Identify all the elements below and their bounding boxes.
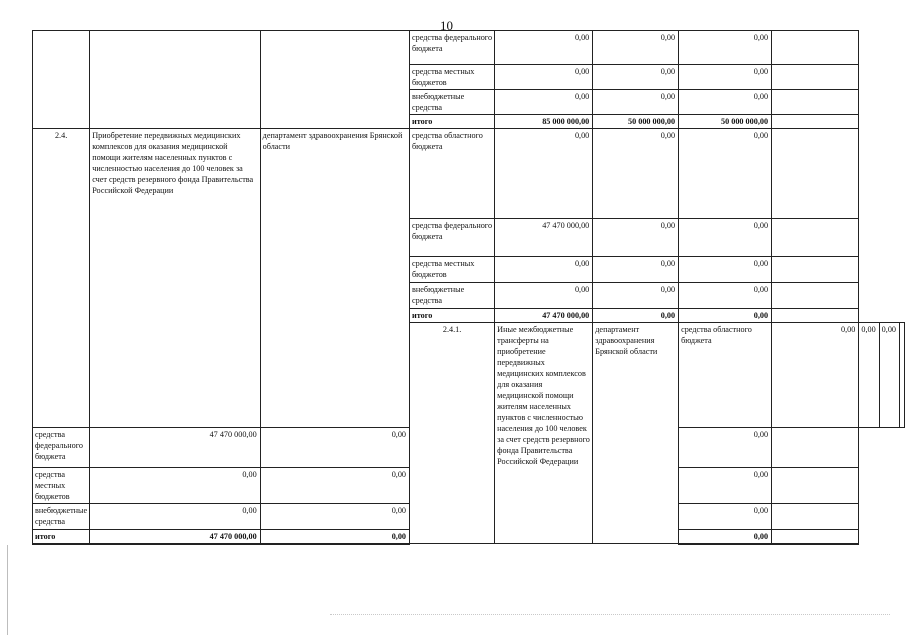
budget-table bbox=[32, 30, 905, 545]
measure-name-cell: Иные межбюджетные трансферты на приобретение передвижных медицинских комплексов для оказания медицинской помощи жителям населенных пунктов с численностью населения до 100 человек за счет средств резервного фонда Правительства Российской Федерации bbox=[495, 322, 593, 544]
executor-cell bbox=[260, 30, 409, 128]
funding-source-cell: средства областного бюджета bbox=[410, 128, 495, 218]
empty-cell bbox=[772, 89, 859, 114]
empty-cell bbox=[772, 256, 859, 282]
empty-cell bbox=[772, 30, 859, 64]
value-cell-year-3: 0,00 bbox=[679, 89, 772, 114]
value-cell-year-2: 50 000 000,00 bbox=[593, 114, 679, 128]
value-cell-year-1: 0,00 bbox=[90, 467, 260, 503]
funding-source-cell: внебюджетные средства bbox=[410, 89, 495, 114]
funding-source-cell: средства местных бюджетов bbox=[33, 467, 90, 503]
binder-mark bbox=[7, 545, 8, 635]
executor-cell: департамент здравоохранения Брянской области bbox=[593, 322, 679, 544]
value-cell-year-3: 0,00 bbox=[679, 427, 772, 467]
value-cell-year-1: 47 470 000,00 bbox=[90, 529, 260, 544]
value-cell-year-3: 0,00 bbox=[679, 30, 772, 64]
value-cell-year-1: 0,00 bbox=[495, 256, 593, 282]
table-row bbox=[33, 128, 905, 218]
value-cell-year-2: 0,00 bbox=[859, 322, 879, 427]
measure-name-cell bbox=[90, 30, 260, 128]
value-cell-year-2: 0,00 bbox=[260, 503, 409, 529]
value-cell-year-1: 0,00 bbox=[90, 503, 260, 529]
value-cell-year-1: 47 470 000,00 bbox=[90, 427, 260, 467]
table-body bbox=[33, 30, 905, 544]
value-cell-year-3: 0,00 bbox=[679, 64, 772, 89]
empty-cell bbox=[772, 427, 859, 467]
value-cell-year-3: 0,00 bbox=[679, 282, 772, 308]
value-cell-year-2: 0,00 bbox=[593, 282, 679, 308]
value-cell-year-1: 0,00 bbox=[495, 128, 593, 218]
value-cell-year-3: 0,00 bbox=[679, 529, 772, 544]
empty-cell bbox=[900, 322, 905, 427]
funding-source-cell: средства федерального бюджета bbox=[33, 427, 90, 467]
value-cell-year-3: 0,00 bbox=[679, 467, 772, 503]
value-cell-year-3: 0,00 bbox=[679, 256, 772, 282]
value-cell-year-1: 0,00 bbox=[495, 89, 593, 114]
funding-source-cell: средства федерального бюджета bbox=[410, 218, 495, 256]
empty-cell bbox=[772, 503, 859, 529]
empty-cell bbox=[772, 529, 859, 544]
value-cell-year-3: 0,00 bbox=[679, 218, 772, 256]
value-cell-year-2: 0,00 bbox=[593, 218, 679, 256]
empty-cell bbox=[772, 64, 859, 89]
value-cell-year-1: 0,00 bbox=[495, 30, 593, 64]
value-cell-year-1: 85 000 000,00 bbox=[495, 114, 593, 128]
value-cell-year-1: 0,00 bbox=[495, 282, 593, 308]
value-cell-year-2: 0,00 bbox=[260, 529, 409, 544]
funding-source-cell: итого bbox=[33, 529, 90, 544]
funding-source-cell: итого bbox=[410, 114, 495, 128]
value-cell-year-3: 0,00 bbox=[679, 503, 772, 529]
measure-name-cell: Приобретение передвижных медицинских комплексов для оказания медицинской помощи жителям населенных пунктов с численностью населения до 100 человек за счет средств резервного фонда Правительства Российской Федерации bbox=[90, 128, 260, 427]
value-cell-year-2: 0,00 bbox=[260, 427, 409, 467]
row-number-cell: 2.4. bbox=[33, 128, 90, 427]
empty-cell bbox=[772, 467, 859, 503]
funding-source-cell: средства местных бюджетов bbox=[410, 256, 495, 282]
empty-cell bbox=[772, 218, 859, 256]
value-cell-year-3: 0,00 bbox=[679, 128, 772, 218]
empty-cell bbox=[772, 114, 859, 128]
page-number: 10 bbox=[440, 18, 453, 33]
funding-source-cell: средства федерального бюджета bbox=[410, 30, 495, 64]
value-cell-year-2: 0,00 bbox=[593, 308, 679, 322]
value-cell-year-2: 0,00 bbox=[593, 30, 679, 64]
row-number-cell bbox=[33, 30, 90, 128]
value-cell-year-2: 0,00 bbox=[593, 256, 679, 282]
value-cell-year-1: 47 470 000,00 bbox=[495, 308, 593, 322]
value-cell-year-3: 0,00 bbox=[879, 322, 899, 427]
table-row bbox=[33, 30, 905, 64]
value-cell-year-1: 0,00 bbox=[772, 322, 859, 427]
value-cell-year-3: 50 000 000,00 bbox=[679, 114, 772, 128]
executor-cell: департамент здравоохранения Брянской области bbox=[260, 128, 409, 427]
value-cell-year-2: 0,00 bbox=[260, 467, 409, 503]
value-cell-year-1: 47 470 000,00 bbox=[495, 218, 593, 256]
funding-source-cell: итого bbox=[410, 308, 495, 322]
empty-cell bbox=[772, 282, 859, 308]
empty-cell bbox=[772, 128, 859, 218]
scan-noise bbox=[330, 614, 890, 615]
funding-source-cell: средства областного бюджета bbox=[679, 322, 772, 427]
value-cell-year-2: 0,00 bbox=[593, 64, 679, 89]
funding-source-cell: внебюджетные средства bbox=[33, 503, 90, 529]
funding-source-cell: внебюджетные средства bbox=[410, 282, 495, 308]
funding-source-cell: средства местных бюджетов bbox=[410, 64, 495, 89]
value-cell-year-2: 0,00 bbox=[593, 128, 679, 218]
row-number-cell: 2.4.1. bbox=[410, 322, 495, 544]
value-cell-year-1: 0,00 bbox=[495, 64, 593, 89]
value-cell-year-3: 0,00 bbox=[679, 308, 772, 322]
empty-cell bbox=[772, 308, 859, 322]
value-cell-year-2: 0,00 bbox=[593, 89, 679, 114]
